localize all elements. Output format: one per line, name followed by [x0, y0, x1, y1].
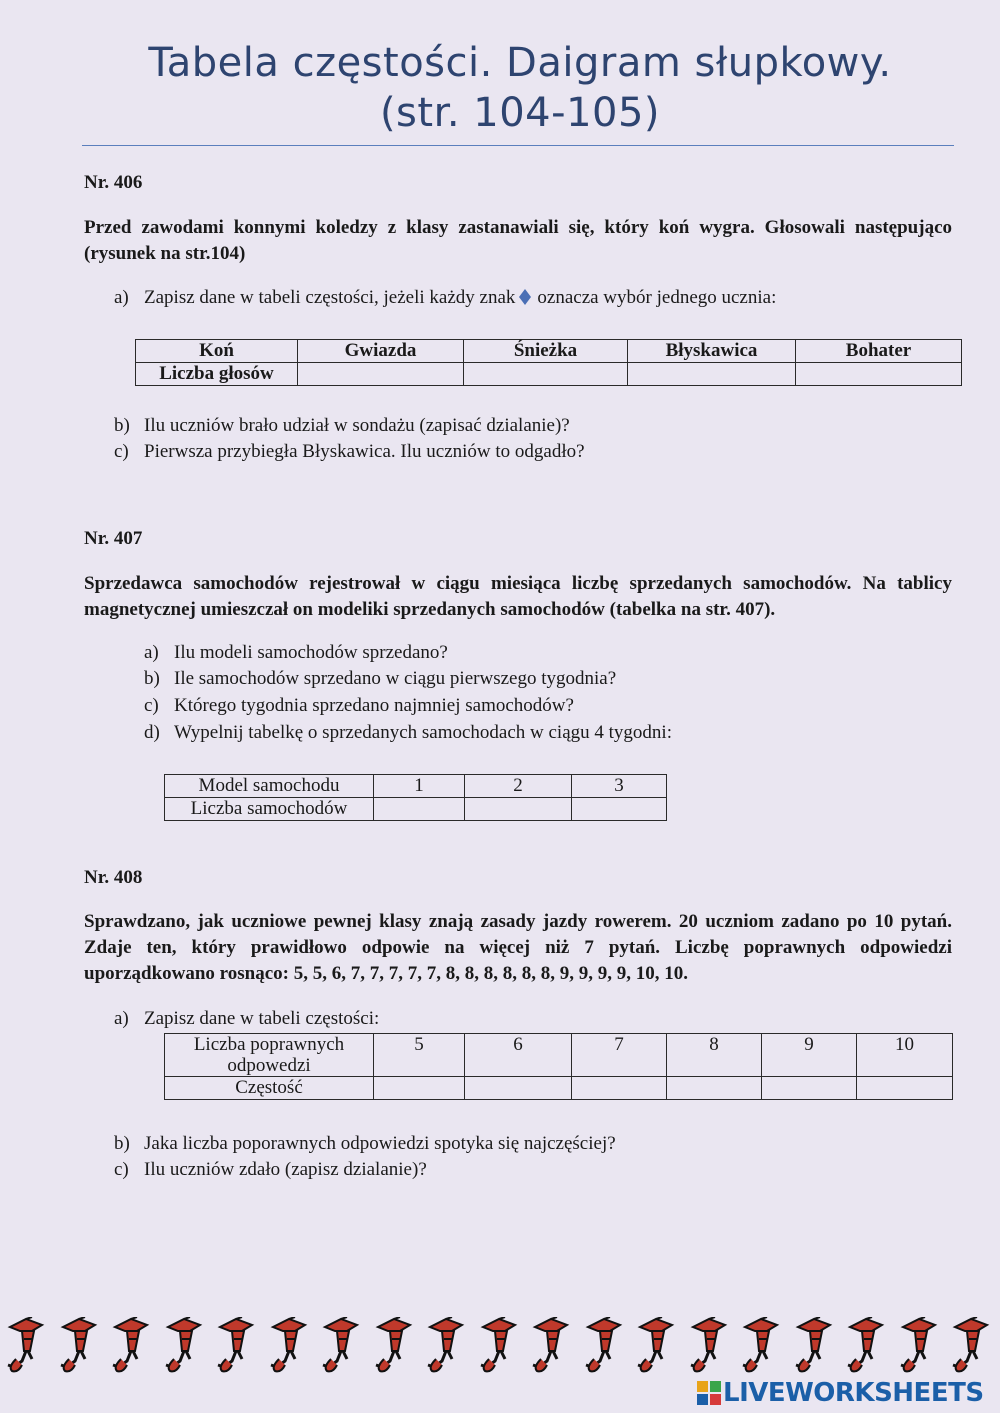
- question-label: d): [144, 722, 160, 743]
- exercise-408-question-a: [114, 1006, 379, 1032]
- cars-table-407: [164, 774, 667, 821]
- question-text: Jaka liczba poporawnych odpowiedzi spotyka się najczęściej?: [144, 1133, 616, 1154]
- header-cell-10: 10: [857, 1034, 953, 1077]
- ornament-icon: [370, 1317, 414, 1373]
- exercise-408-question-c: [114, 1157, 427, 1183]
- question-text: Którego tygodnia sprzedano najmniej samochodów?: [174, 695, 574, 716]
- header-cell-9: 9: [762, 1034, 857, 1077]
- question-label: c): [114, 441, 129, 462]
- title-line-2: (str. 104-105): [379, 90, 661, 136]
- header-label-line-2: odpowedzi: [227, 1055, 311, 1076]
- answer-cell-6[interactable]: [465, 1077, 572, 1100]
- question-text: Wypelnij tabelkę o sprzedanych samochodach w ciągu 4 tygodni:: [174, 722, 672, 743]
- answer-cell-sniezka[interactable]: [464, 363, 628, 386]
- question-text: Ilu uczniów zdało (zapisz dzialanie)?: [144, 1159, 427, 1180]
- exercise-407-question-a: [144, 640, 448, 666]
- question-text: Ilu modeli samochodów sprzedano?: [174, 642, 448, 663]
- table-row: [136, 363, 962, 386]
- ornament-icon: [947, 1317, 991, 1373]
- answer-cell-10[interactable]: [857, 1077, 953, 1100]
- table-header-row: [165, 775, 667, 798]
- answer-cell-gwiazda[interactable]: [298, 363, 464, 386]
- ornament-icon: [107, 1317, 151, 1373]
- exercise-406-question-b: [114, 413, 570, 439]
- exercise-number-407: Nr. 407: [84, 528, 143, 549]
- ornament-icon: [265, 1317, 309, 1373]
- header-cell-gwiazda: Gwiazda: [298, 340, 464, 363]
- ornament-icon: [55, 1317, 99, 1373]
- header-cell-2: 2: [465, 775, 572, 798]
- answer-cell-5[interactable]: [374, 1077, 465, 1100]
- question-label: b): [144, 668, 160, 689]
- answer-cell-1[interactable]: [374, 798, 465, 821]
- header-cell-correct-answers: [165, 1034, 374, 1077]
- question-label: c): [144, 695, 159, 716]
- answer-cell-3[interactable]: [572, 798, 667, 821]
- header-cell-horse: Koń: [136, 340, 298, 363]
- ornament-icon: [212, 1317, 256, 1373]
- exercise-408-intro: Sprawdzano, jak uczniowe pewnej klasy znają zasady jazdy rowerem. 20 uczniom zadano po 10 pytań. Zdaje ten, który prawidłowo odpowie na więcej niż 7 pytań. Liczbę poprawnych odpowiedzi uporządkowano rosnąco: 5, 5, 6, 7, 7, 7, 7, 7, 8, 8, 8, 8, 8, 8, 9, 9, 9, 9, 10, 10.: [84, 911, 952, 984]
- exercise-407-intro: Sprzedawca samochodów rejestrował w ciągu miesiąca liczbę sprzedanych samochodów. Na tablicy magnetycznej umieszczał on modeliki sprzedanych samochodów (tabelka na str. 407).: [84, 573, 952, 620]
- question-text: Ile samochodów sprzedano w ciągu pierwszego tygodnia?: [174, 668, 617, 689]
- exercise-number-408: Nr. 408: [84, 867, 143, 888]
- frequency-table-406: [135, 339, 962, 386]
- logo-mark-icon: [697, 1381, 721, 1405]
- ornament-icon: [842, 1317, 886, 1373]
- answer-cell-blyskawica[interactable]: [628, 363, 796, 386]
- ornament-icon: [580, 1317, 624, 1373]
- question-label: b): [114, 1133, 130, 1154]
- ornament-icon: [895, 1317, 939, 1373]
- header-cell-6: 6: [465, 1034, 572, 1077]
- table-header-row: [136, 340, 962, 363]
- table-row: [165, 798, 667, 821]
- header-cell-sniezka: Śnieżka: [464, 340, 628, 363]
- header-cell-7: 7: [572, 1034, 667, 1077]
- ornament-icon: [685, 1317, 729, 1373]
- exercise-406-intro: Przed zawodami konnymi koledzy z klasy zastanawiali się, który koń wygra. Głosowali następująco (rysunek na str.104): [84, 217, 952, 264]
- ornament-icon: [632, 1317, 676, 1373]
- ornament-icon: [317, 1317, 361, 1373]
- question-text: Zapisz dane w tabeli częstości:: [144, 1008, 380, 1029]
- table-row: [165, 1077, 953, 1100]
- question-label: a): [114, 1008, 129, 1029]
- row-label-votes: Liczba głosów: [136, 363, 298, 386]
- exercise-407-question-d: [144, 720, 672, 746]
- title-line-1: Tabela częstości. Daigram słupkowy.: [148, 40, 892, 86]
- logo-text: LIVEWORKSHEETS: [723, 1378, 984, 1408]
- ornament-icon: [475, 1317, 519, 1373]
- ornament-icon: [160, 1317, 204, 1373]
- diamond-icon: [519, 289, 531, 305]
- ornament-icon: [790, 1317, 834, 1373]
- header-cell-bohater: Bohater: [796, 340, 962, 363]
- exercise-number-406: Nr. 406: [84, 172, 143, 193]
- header-cell-5: 5: [374, 1034, 465, 1077]
- question-a-text-start: Zapisz dane w tabeli częstości, jeżeli każdy znak: [144, 287, 516, 308]
- question-label: b): [114, 415, 130, 436]
- ornament-icon: [737, 1317, 781, 1373]
- ornament-icon: [422, 1317, 466, 1373]
- question-text: Ilu uczniów brało udział w sondażu (zapisać dzialanie)?: [144, 415, 570, 436]
- answer-cell-8[interactable]: [667, 1077, 762, 1100]
- question-label: a): [144, 642, 159, 663]
- title-divider: [82, 145, 954, 146]
- question-a-text-end: oznacza wybór jednego ucznia:: [537, 287, 777, 308]
- header-cell-blyskawica: Błyskawica: [628, 340, 796, 363]
- question-label: c): [114, 1159, 129, 1180]
- exercise-406-question-c: [114, 439, 585, 465]
- answer-cell-9[interactable]: [762, 1077, 857, 1100]
- page-title: [0, 38, 1000, 138]
- liveworksheets-logo: [697, 1380, 984, 1406]
- row-label-frequency: Częstość: [165, 1077, 374, 1100]
- exercise-407-question-b: [144, 666, 616, 692]
- question-label: a): [114, 287, 129, 308]
- row-label-cars: Liczba samochodów: [165, 798, 374, 821]
- header-cell-3: 3: [572, 775, 667, 798]
- answer-cell-7[interactable]: [572, 1077, 667, 1100]
- exercise-408-question-b: [114, 1131, 616, 1157]
- question-text: Pierwsza przybiegła Błyskawica. Ilu uczniów to odgadło?: [144, 441, 585, 462]
- ornament-border: [0, 1317, 1000, 1377]
- ornament-icon: [527, 1317, 571, 1373]
- answer-cell-2[interactable]: [465, 798, 572, 821]
- header-label-line-1: Liczba poprawnych: [193, 1034, 345, 1055]
- answer-cell-bohater[interactable]: [796, 363, 962, 386]
- header-cell-model: Model samochodu: [165, 775, 374, 798]
- exercise-406-question-a: [114, 285, 776, 311]
- frequency-table-408: [164, 1033, 953, 1100]
- ornament-icon: [2, 1317, 46, 1373]
- table-header-row: [165, 1034, 953, 1077]
- header-cell-8: 8: [667, 1034, 762, 1077]
- exercise-407-question-c: [144, 693, 574, 719]
- header-cell-1: 1: [374, 775, 465, 798]
